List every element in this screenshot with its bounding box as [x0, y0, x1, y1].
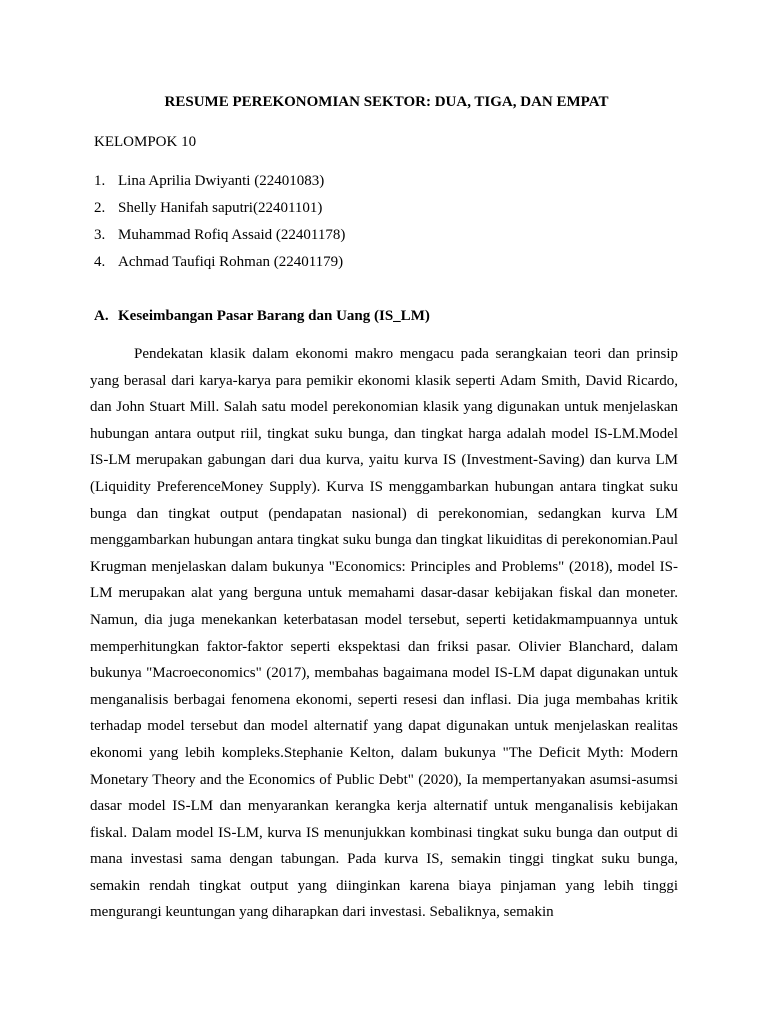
body-paragraph: Pendekatan klasik dalam ekonomi makro mengacu pada serangkaian teori dan prinsip yang berasal dari karya-karya para pemikir ekonomi klasik seperti Adam Smith, David Ricardo, dan John Stuart Mill. Salah satu model perekonomian klasik yang digunakan untuk menjelaskan hubungan antara output riil, tingkat suku bunga, dan tingkat harga adalah model IS-LM.Model IS-LM merupakan gabungan dari dua kurva, yaitu kurva IS (Investment-Saving) dan kurva LM (Liquidity PreferenceMoney Supply). Kurva IS menggambarkan hubungan antara tingkat suku bunga dan tingkat output (pendapatan nasional) di perekonomian, sedangkan kurva LM menggambarkan hubungan antara tingkat suku bunga dan tingkat likuiditas di perekonomian.Paul Krugman menjelaskan dalam bukunya "Economics: Principles and Problems" (2018), model IS-LM merupakan alat yang berguna untuk memahami dasar-dasar kebijakan fiskal dan moneter. Namun, dia juga menekankan keterbatasan model tersebut, seperti ketidakmampuannya untuk memperhitungkan faktor-faktor seperti ekspektasi dan friksi pasar. Olivier Blanchard, dalam bukunya "Macroeconomics" (2017), membahas bagaimana model IS-LM dapat digunakan untuk menganalisis berbagai fenomena ekonomi, seperti resesi dan inflasi. Dia juga membahas kritik terhadap model tersebut dan model alternatif yang dapat digunakan untuk menjelaskan realitas ekonomi yang lebih kompleks.Stephanie Kelton, dalam bukunya "The Deficit Myth: Modern Monetary Theory and the Economics of Public Debt" (2020), Ia mempertanyakan asumsi-asumsi dasar model IS-LM dan menyarankan kerangka kerja alternatif untuk menganalisis kebijakan fiskal. Dalam model IS-LM, kurva IS menunjukkan kombinasi tingkat suku bunga dan output di mana investasi sama dengan tabungan. Pada kurva IS, semakin tinggi tingkat suku bunga, semakin rendah tingkat output yang diinginkan karena biaya pinjaman yang lebih tinggi mengurangi keuntungan yang diharapkan dari investasi. Sebaliknya, semakin	[90, 346, 678, 921]
member-name: Muhammad Rofiq Assaid (22401178)	[118, 227, 346, 243]
list-number: 4.	[94, 254, 106, 270]
section-heading	[94, 305, 430, 327]
member-name: Lina Aprilia Dwiyanti (22401083)	[118, 173, 325, 189]
list-number: 1.	[94, 173, 106, 189]
list-item	[94, 224, 345, 251]
list-number: 2.	[94, 200, 106, 216]
section-letter: A.	[94, 308, 109, 324]
list-number: 3.	[94, 227, 106, 243]
section-title: Keseimbangan Pasar Barang dan Uang (IS_LM)	[118, 308, 430, 324]
member-name: Achmad Taufiqi Rohman (22401179)	[118, 254, 344, 270]
list-item	[94, 251, 345, 278]
document-title: RESUME PEREKONOMIAN SEKTOR: DUA, TIGA, DAN EMPAT	[164, 94, 609, 110]
member-list	[94, 170, 345, 278]
list-item	[94, 170, 345, 197]
member-name: Shelly Hanifah saputri(22401101)	[118, 200, 323, 216]
list-item	[94, 197, 345, 224]
group-label: KELOMPOK 10	[94, 134, 197, 150]
